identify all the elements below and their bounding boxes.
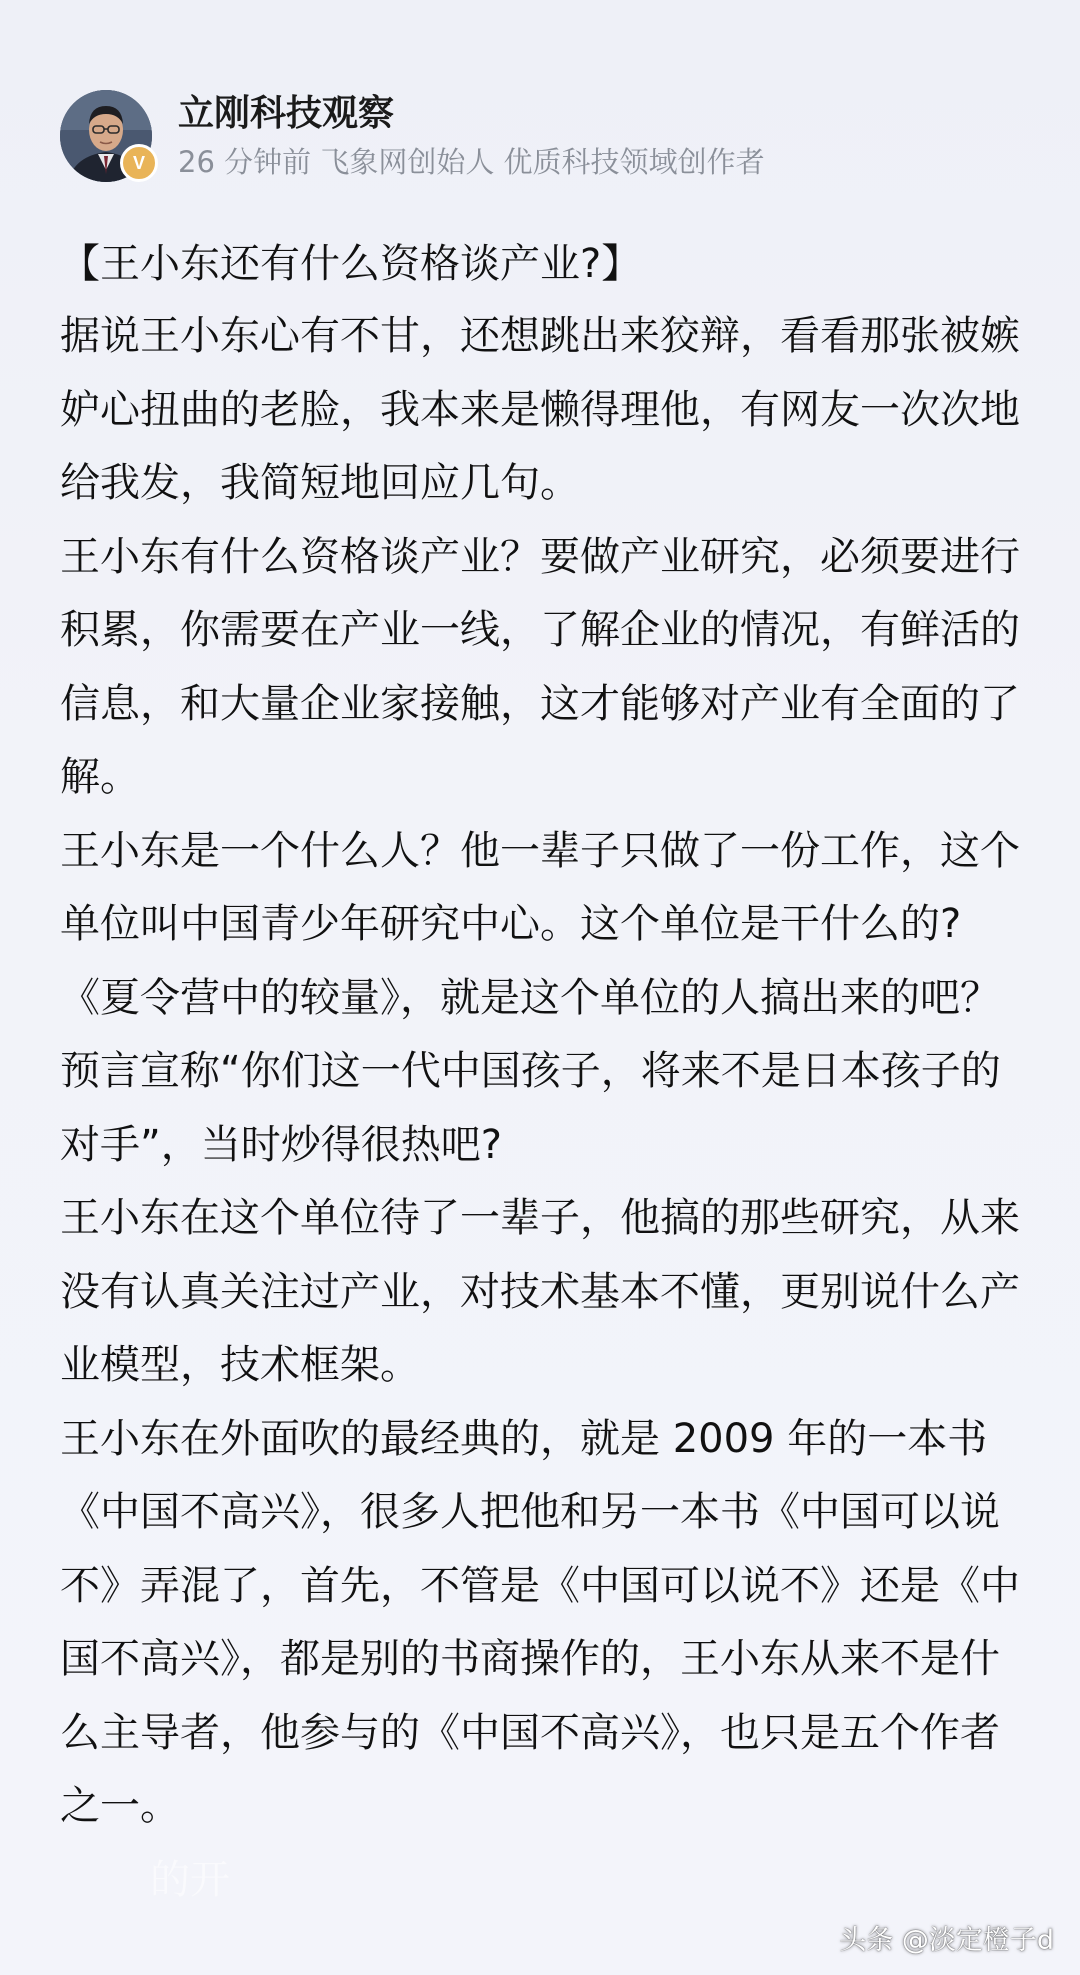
post-title: 【王小东还有什么资格谈产业?】	[60, 241, 642, 287]
verified-badge-icon: V	[120, 144, 158, 182]
author-description: 飞象网创始人 优质科技领域创作者	[320, 145, 765, 179]
source-watermark: 头条 @淡定橙子d	[839, 1925, 1054, 1956]
post-content	[60, 228, 1020, 1975]
post-paragraph-3: 王小东是一个什么人？他一辈子只做了一份工作，这个单位叫中国青少年研究中心。这个单位是干什么的?《夏令营中的较量》，就是这个单位的人搞出来的吧？预言宣称“你们这一代中国孩子，将来不是日本孩子的对手”，当时炒得很热吧?	[60, 827, 1020, 1168]
post-paragraph-1: 据说王小东心有不甘，还想跳出来狡辩，看看那张被嫉妒心扭曲的老脸，我本来是懒得理他，有网友一次次地给我发，我简短地回应几句。	[60, 313, 1020, 506]
faint-watermark: 的开	[150, 1857, 230, 1903]
author-avatar-wrap[interactable]	[60, 90, 152, 182]
post-subline	[178, 142, 765, 182]
post-paragraph-2: 王小东有什么资格谈产业？要做产业研究，必须要进行积累，你需要在产业一线，了解企业的情况，有鲜活的信息，和大量企业家接触，这才能够对产业有全面的了解。	[60, 533, 1020, 800]
post-header	[60, 90, 765, 182]
post-time: 26 分钟前	[178, 145, 312, 179]
author-name[interactable]: 立刚科技观察	[178, 93, 395, 134]
post-paragraph-5: 王小东在外面吹的最经典的，就是 2009 年的一本书《中国不高兴》，很多人把他和另一本书《中国可以说不》弄混了，首先，不管是《中国可以说不》还是《中国不高兴》，都是别的书商操作的，王小东从来不是什么主导者，他参与的《中国不高兴》，也只是五个作者之一。	[60, 1415, 1020, 1829]
post-paragraph-4: 王小东在这个单位待了一辈子，他搞的那些研究，从来没有认真关注过产业，对技术基本不懂，更别说什么产业模型，技术框架。	[60, 1195, 1020, 1388]
author-meta	[178, 90, 765, 182]
